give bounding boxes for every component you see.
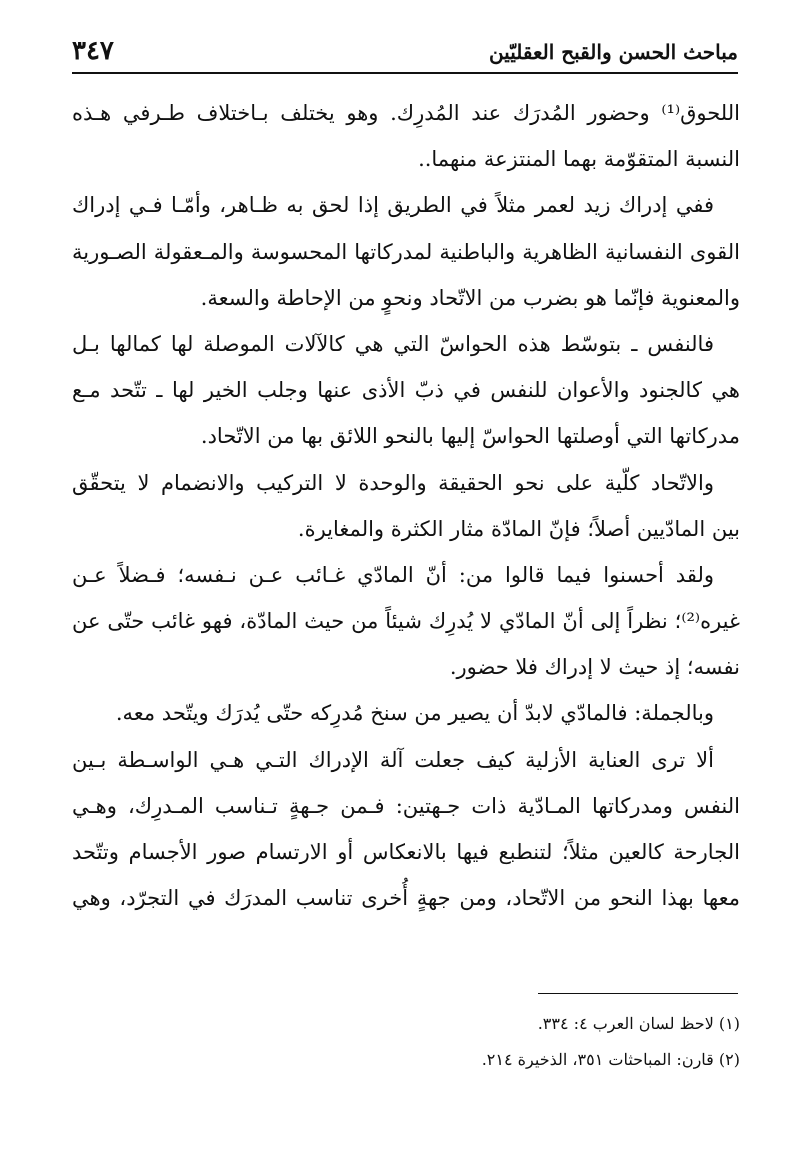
page-header	[72, 22, 738, 74]
text-line: النسبة المتقوّمة بهما المنتزعة منهما..	[418, 147, 740, 172]
footnote: (٢) قارن: المباحثات ٣٥١، الذخيرة ٢١٤.	[481, 1050, 740, 1069]
text-line: ألا ترى العناية الأزلية كيف جعلت آلة الإدراك التـي هـي الواسـطة بـين	[72, 747, 714, 772]
text-line: بين المادّيين أصلاً؛ فإنّ المادّة مثار الكثرة والمغايرة.	[297, 516, 740, 541]
footnote: (١) لاحظ لسان العرب ٤: ٣٣٤.	[537, 1014, 740, 1033]
text-line: مدركاتها التي أوصلتها الحواسّ إليها بالنحو اللائق بها من الاتّحاد.	[200, 424, 740, 449]
text-line: القوى النفسانية الظاهرية والباطنية لمدركاتها المحسوسة والمـعقولة الصـورية	[72, 239, 740, 264]
text-line: ففي إدراك زيد لعمر مثلاً في الطريق إذا لحق به ظـاهر، وأمّـا فـي إدراك	[72, 193, 714, 218]
text-line: النفس ومدركاتها المـادّية ذات جـهتين: فـمن جـهةٍ تـناسب المـدرِك، وهـي	[72, 793, 740, 818]
page-number: ٣٤٧	[72, 36, 114, 66]
body-text	[72, 90, 740, 921]
text-line: والاتّحاد كلّية على نحو الحقيقة والوحدة لا التركيب والانضمام لا يتحقّق	[72, 470, 714, 495]
footnotes	[72, 1006, 740, 1078]
text-line: ولقد أحسنوا فيما قالوا من: أنّ المادّي غـائب عـن نـفسه؛ فـضلاً عـن	[72, 562, 714, 587]
text-line: اللحوق⁽¹⁾ وحضور المُدرَك عند المُدرِك. وهو يختلف بـاختلاف طـرفي هـذه	[72, 101, 740, 125]
footnote-divider	[538, 993, 738, 994]
text-line: نفسه؛ إذ حيث لا إدراك فلا حضور.	[449, 655, 740, 680]
text-line: الجارحة كالعين مثلاً؛ لتنطبع فيها بالانعكاس أو الارتسام صور الأجسام وتتّحد	[72, 840, 740, 864]
text-line: فالنفس ـ بتوسّط هذه الحواسّ التي هي كالآلات الموصلة لها كمالها بـل	[72, 331, 714, 356]
text-line: وبالجملة: فالمادّي لابدّ أن يصير من سنخ مُدرِكه حتّى يُدرَك ويتّحد معه.	[115, 701, 714, 726]
text-line: غيره⁽²⁾؛ نظراً إلى أنّ المادّي لا يُدرِك شيئاً من حيث المادّة، فهو غائب حتّى عن	[72, 609, 740, 634]
text-line: والمعنوية فإنّما هو بضرب من الاتّحاد ونحوٍ من الإحاطة والسعة.	[200, 285, 740, 310]
running-title: مباحث الحسن والقبح العقليّين	[488, 40, 738, 64]
text-line: هي كالجنود والأعوان للنفس في ذبّ الأذى عنها وجلب الخير لها ـ تتّحد مـع	[72, 378, 740, 403]
text-line: معها بهذا النحو من الاتّحاد، ومن جهةٍ أُخرى تناسب المدرَك في التجرّد، وهي	[72, 886, 740, 911]
